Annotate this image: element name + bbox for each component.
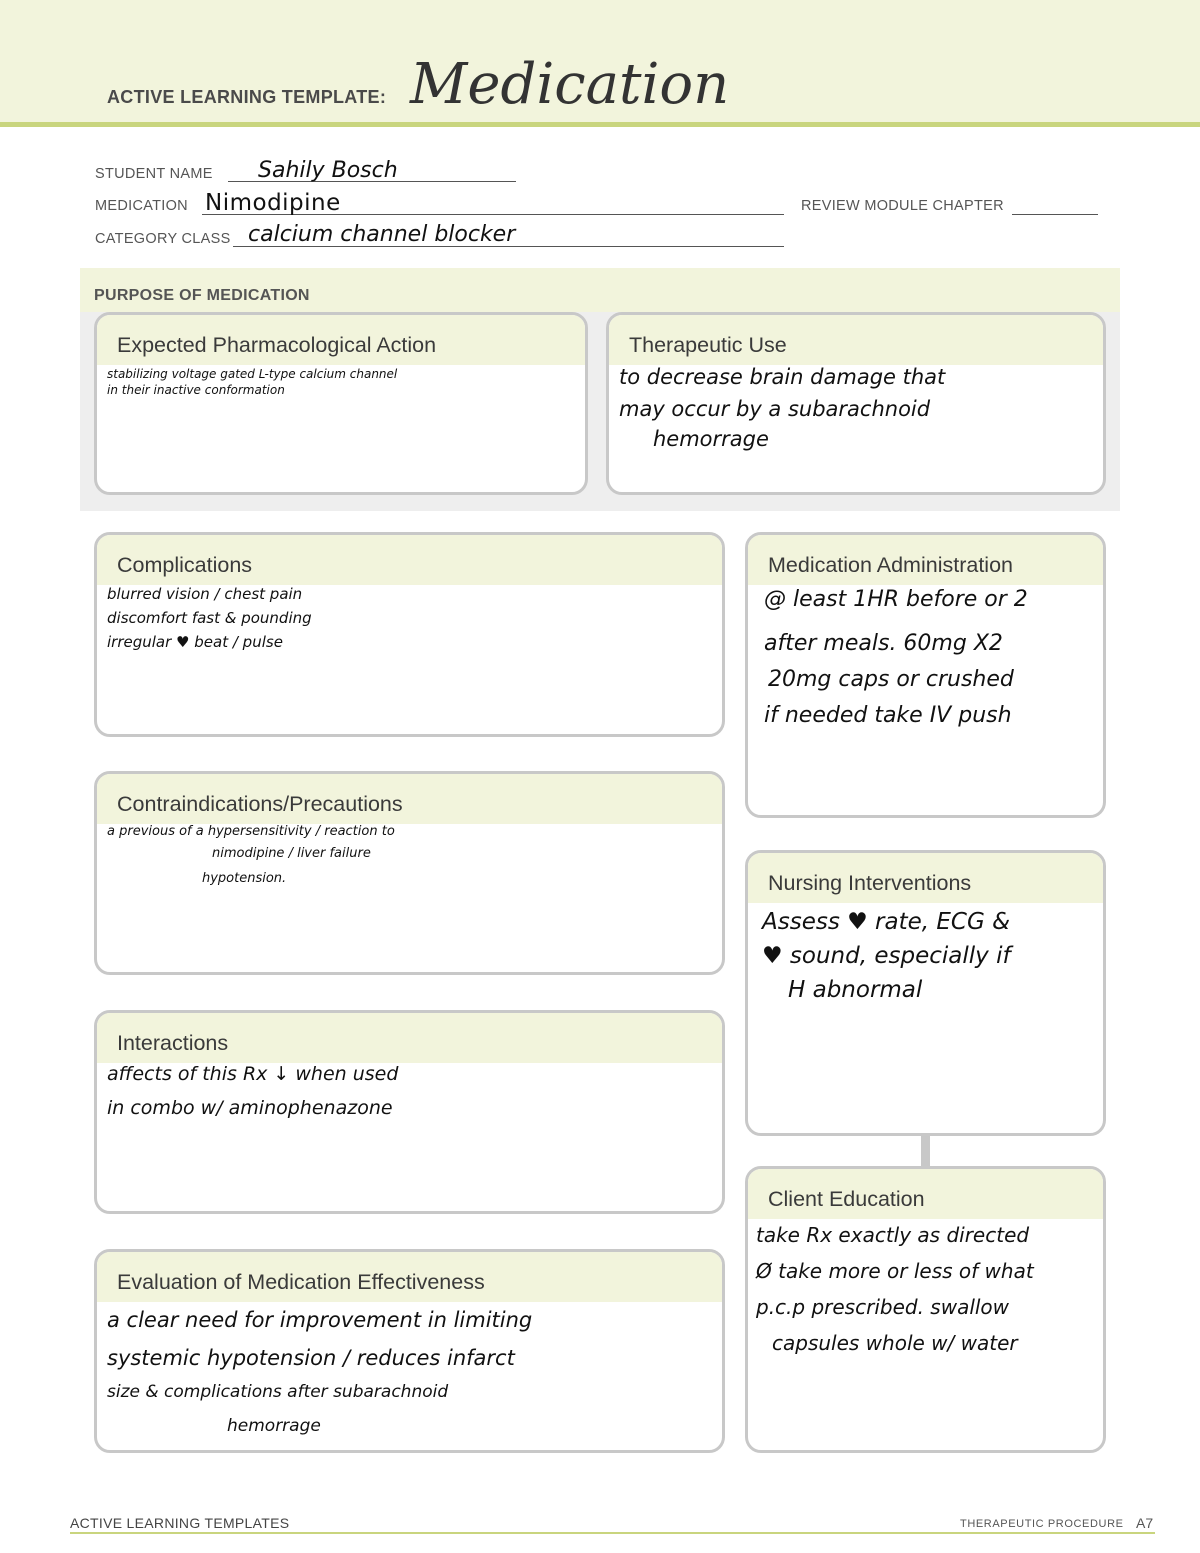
contraindications-card [94, 771, 725, 975]
footer-page-number: A7 [1136, 1515, 1154, 1531]
evaluation-card [94, 1249, 725, 1453]
administration-line: @ least 1HR before or 2 [764, 587, 1028, 612]
evaluation-line: size & complications after subarachnoid [107, 1382, 449, 1402]
administration-title: Medication Administration [768, 553, 1013, 577]
nursing-card [745, 850, 1106, 1136]
administration-header [748, 535, 1103, 585]
education-line: capsules whole w/ water [772, 1331, 1018, 1355]
education-card [745, 1166, 1106, 1453]
category-class-value[interactable]: calcium channel blocker [248, 222, 516, 247]
category-class-label: CATEGORY CLASS [95, 231, 231, 247]
contraindications-title: Contraindications/Precautions [117, 792, 403, 816]
expected-action-line: stabilizing voltage gated L-type calcium channel [107, 367, 398, 381]
interactions-title: Interactions [117, 1031, 229, 1055]
education-line: take Rx exactly as directed [756, 1223, 1030, 1247]
footer-rule [70, 1532, 1155, 1534]
therapeutic-use-line: may occur by a subarachnoid [619, 397, 931, 421]
administration-line: 20mg caps or crushed [768, 667, 1014, 692]
evaluation-title: Evaluation of Medication Effectiveness [117, 1270, 485, 1294]
template-label: ACTIVE LEARNING TEMPLATE: [107, 87, 387, 107]
student-name-label: STUDENT NAME [95, 166, 213, 182]
therapeutic-use-header [609, 315, 1103, 365]
education-line: Ø take more or less of what [756, 1259, 1034, 1283]
footer-right-label: THERAPEUTIC PROCEDURE [960, 1518, 1124, 1530]
complications-card [94, 532, 725, 737]
nursing-line: H abnormal [788, 977, 923, 1003]
nursing-header [748, 853, 1103, 903]
evaluation-line: systemic hypotension / reduces infarct [107, 1346, 515, 1370]
review-module-label: REVIEW MODULE CHAPTER [801, 198, 1004, 214]
therapeutic-use-card [606, 312, 1106, 495]
therapeutic-use-line: to decrease brain damage that [619, 365, 946, 389]
contraindications-header [97, 774, 722, 824]
interactions-card [94, 1010, 725, 1214]
education-title: Client Education [768, 1187, 925, 1211]
header-rule [0, 122, 1200, 127]
expected-action-header [97, 315, 585, 365]
expected-action-card [94, 312, 588, 495]
administration-card [745, 532, 1106, 818]
expected-action-line: in their inactive conformation [107, 383, 285, 397]
nursing-line: Assess ♥ rate, ECG & [762, 909, 1011, 935]
student-name-value[interactable]: Sahily Bosch [258, 158, 398, 183]
nursing-title: Nursing Interventions [768, 871, 972, 895]
complications-line: discomfort fast & pounding [107, 609, 312, 627]
card-connector [921, 1134, 930, 1166]
medication-value[interactable]: Nimodipine [205, 190, 341, 216]
evaluation-line: hemorrage [227, 1416, 321, 1436]
complications-header [97, 535, 722, 585]
review-module-line[interactable] [1012, 214, 1098, 215]
complications-line: blurred vision / chest pain [107, 585, 303, 603]
evaluation-header [97, 1252, 722, 1302]
evaluation-line: a clear need for improvement in limiting [107, 1308, 533, 1332]
contraindications-line: a previous of a hypersensitivity / reaction to [107, 824, 395, 839]
education-line: p.c.p prescribed. swallow [756, 1295, 1010, 1319]
nursing-line: ♥ sound, especially if [762, 943, 1011, 969]
purpose-label: PURPOSE OF MEDICATION [94, 287, 310, 304]
therapeutic-use-title: Therapeutic Use [629, 333, 787, 357]
contraindications-line: hypotension. [202, 871, 287, 886]
interactions-line: in combo w/ aminophenazone [107, 1097, 393, 1119]
template-title: Medication [410, 52, 730, 117]
complications-line: irregular ♥ beat / pulse [107, 633, 283, 651]
contraindications-line: nimodipine / liver failure [212, 846, 371, 861]
administration-line: after meals. 60mg X2 [764, 631, 1003, 656]
therapeutic-use-line: hemorrage [653, 427, 769, 451]
interactions-header [97, 1013, 722, 1063]
administration-line: if needed take IV push [764, 703, 1012, 728]
education-header [748, 1169, 1103, 1219]
medication-label: MEDICATION [95, 198, 188, 214]
footer-left-label: ACTIVE LEARNING TEMPLATES [70, 1515, 290, 1531]
interactions-line: affects of this Rx ↓ when used [107, 1063, 399, 1085]
expected-action-title: Expected Pharmacological Action [117, 333, 437, 357]
complications-title: Complications [117, 553, 253, 577]
